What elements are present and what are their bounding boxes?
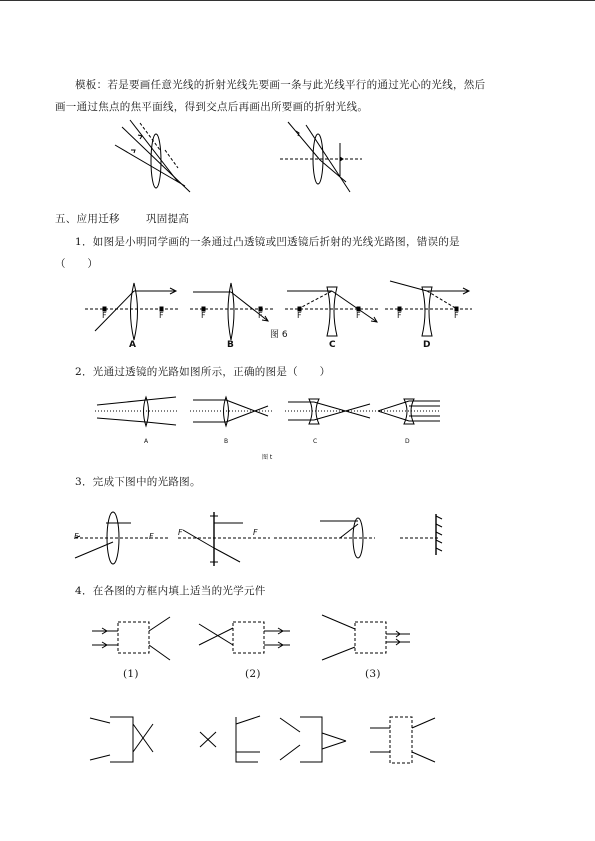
q2-text: 2．光通过透镜的光路如图所示，正确的图是（ ） xyxy=(75,366,331,378)
q4-figure-4 xyxy=(90,717,153,762)
q4-figure-6 xyxy=(280,717,346,762)
q1-option-b: B xyxy=(227,340,234,350)
q1-answer-paren: （ ） xyxy=(55,258,99,270)
q4-label-2: (2) xyxy=(245,668,261,680)
q3-focus-1: F xyxy=(74,532,79,541)
q4-figure-7 xyxy=(370,717,435,763)
q1-focus-c1: F xyxy=(297,311,302,320)
q1-option-d: D xyxy=(423,340,431,350)
q4-label-1: (1) xyxy=(123,668,139,680)
q3-text: 3．完成下图中的光路图。 xyxy=(75,476,201,488)
q1-focus-d2: F xyxy=(454,311,459,320)
q4-text: 4．在各图的方框内填上适当的光学元件 xyxy=(75,585,266,597)
q4-figure-5 xyxy=(200,716,260,762)
section-subtitle: 巩固提高 xyxy=(146,213,190,225)
q1-text: 1．如图是小明同学画的一条通过凸透镜或凹透镜后折射的光线光路图，错误的是 xyxy=(75,236,460,248)
q4-figure-1 xyxy=(92,617,170,660)
q2-option-d: D xyxy=(405,438,410,445)
q2-option-c: C xyxy=(313,438,318,445)
q1-focus-a1: F xyxy=(102,311,107,320)
template-line-2: 画一通过焦点的焦平面线，得到交点后再画出所要画的折射光线。 xyxy=(55,101,369,113)
q1-focus-b2: F xyxy=(258,311,263,320)
q4-label-3: (3) xyxy=(365,668,381,680)
q3-focus-4: F xyxy=(253,528,258,537)
q2-figure-label: 图 t xyxy=(262,454,273,461)
q1-option-a: A xyxy=(129,340,136,350)
q2-option-a: A xyxy=(144,438,149,445)
q4-figure-2 xyxy=(199,622,290,653)
q1-figure-label: 图 6 xyxy=(270,330,288,340)
q1-focus-c2: F xyxy=(356,311,361,320)
q1-focus-d1: F xyxy=(397,311,402,320)
q1-focus-b1: F xyxy=(201,311,206,320)
q4-figure-3 xyxy=(322,615,410,660)
template-line-1: 模板：若是要画任意光线的折射光线先要画一条与此光线平行的通过光心的光线，然后 xyxy=(75,79,486,91)
q1-option-c: C xyxy=(329,340,336,350)
q3-focus-2: F xyxy=(149,532,154,541)
q1-focus-a2: F xyxy=(159,311,164,320)
section-title: 五、应用迁移 xyxy=(55,213,120,225)
q3-focus-3: F xyxy=(178,528,183,537)
q2-option-b: B xyxy=(224,438,229,445)
